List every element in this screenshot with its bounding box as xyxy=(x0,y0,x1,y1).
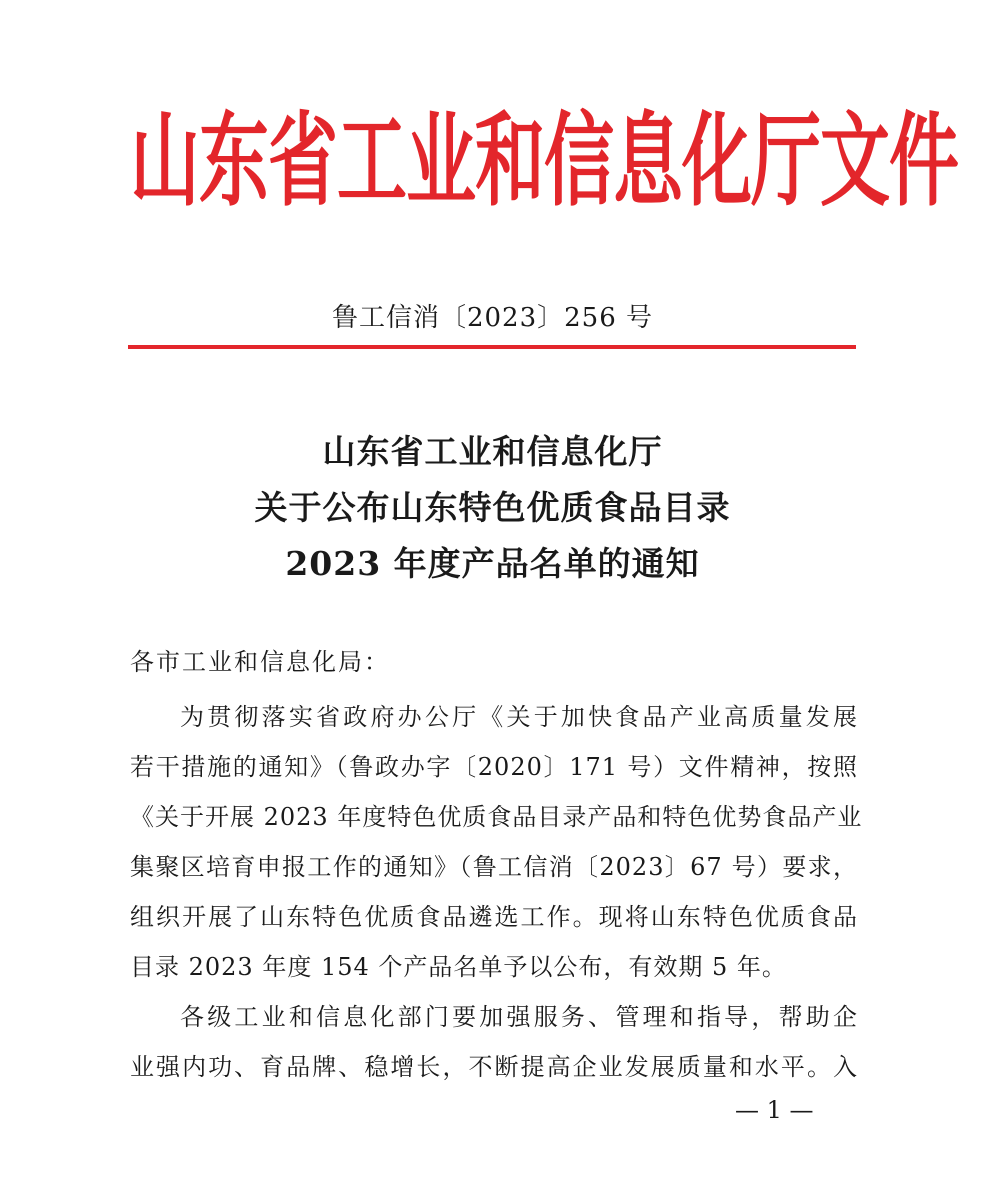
notice-title-line-3: 2023 年度产品名单的通知 xyxy=(285,544,700,583)
notice-title-line-2: 关于公布山东特色优质食品目录 xyxy=(254,488,731,527)
document-number: 鲁工信消〔2023〕256 号 xyxy=(331,303,654,333)
red-letterhead-title xyxy=(130,96,958,226)
notice-title-line-1: 山东省工业和信息化厅 xyxy=(322,432,663,471)
paragraph-2-line-1: 各级工业和信息化部门要加强服务、管理和指导，帮助企 xyxy=(180,1003,858,1031)
paragraph-1-line-4: 集聚区培育申报工作的通知》（鲁工信消〔2023〕67 号）要求， xyxy=(130,853,858,881)
paragraph-1-line-2: 若干措施的通知》（鲁政办字〔2020〕171 号）文件精神，按照 xyxy=(130,753,858,781)
notice-title xyxy=(130,424,855,592)
red-letterhead-text: 山东省工业和信息化厅文件 xyxy=(130,100,958,221)
body-text xyxy=(130,692,863,1092)
paragraph-1-line-5: 组织开展了山东特色优质食品遴选工作。现将山东特色优质食品 xyxy=(130,903,858,931)
paragraph-1-line-3: 《关于开展 2023 年度特色优质食品目录产品和特色优势食品产业 xyxy=(130,803,863,831)
page-number: — 1 — xyxy=(735,1096,814,1124)
paragraph-2-line-2: 业强内功、育品牌、稳增长，不断提高企业发展质量和水平。入 xyxy=(130,1053,858,1081)
paragraph-1-line-1: 为贯彻落实省政府办公厅《关于加快食品产业高质量发展 xyxy=(180,703,858,731)
paragraph-1-line-6: 目录 2023 年度 154 个产品名单予以公布，有效期 5 年。 xyxy=(130,953,787,981)
salutation: 各市工业和信息化局： xyxy=(130,648,390,676)
red-divider-line xyxy=(128,345,856,349)
